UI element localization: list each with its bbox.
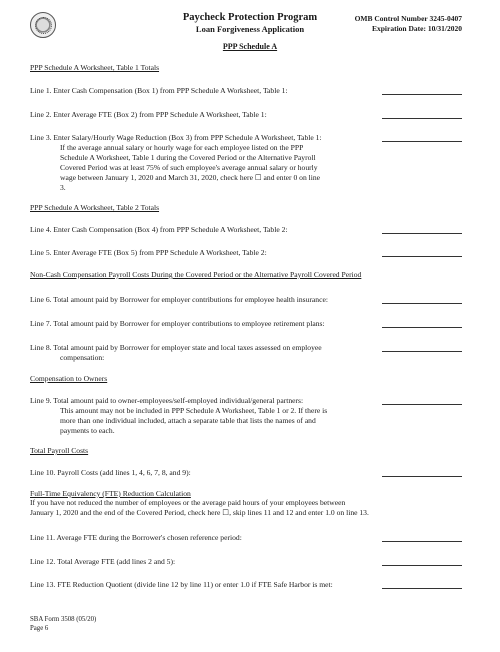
line-11-label: Line 11. Average FTE during the Borrower's chosen reference period: bbox=[30, 533, 242, 542]
line-9-text: payments to each. bbox=[60, 426, 115, 435]
line-2-label: Line 2. Enter Average FTE (Box 2) from PPP Schedule A Worksheet, Table 1: bbox=[30, 110, 267, 119]
line-8-text: compensation: bbox=[60, 353, 105, 362]
line-7-field[interactable] bbox=[382, 327, 462, 328]
line-3-text: Schedule A Worksheet, Table 1 during the Covered Period or the Alternative Payroll bbox=[60, 153, 316, 162]
section-total-payroll: Total Payroll Costs bbox=[30, 446, 89, 455]
line-11-field[interactable] bbox=[382, 541, 462, 542]
line-12-field[interactable] bbox=[382, 565, 462, 566]
line-13-label: Line 13. FTE Reduction Quotient (divide line 12 by line 11) or enter 1.0 if FTE Safe Harbor is met: bbox=[30, 580, 333, 589]
line-4-label: Line 4. Enter Cash Compensation (Box 4) from PPP Schedule A Worksheet, Table 2: bbox=[30, 225, 288, 234]
program-title: Paycheck Protection Program bbox=[182, 12, 318, 23]
application-subtitle: Loan Forgiveness Application bbox=[195, 24, 305, 34]
section-noncash-compensation: Non-Cash Compensation Payroll Costs During the Covered Period or the Alternative Payroll Covered Period bbox=[30, 270, 362, 279]
section-compensation-owners: Compensation to Owners bbox=[30, 374, 108, 383]
line-9-text: Line 9. Total amount paid to owner-employees/self-employed individual/general partners: bbox=[30, 396, 304, 405]
page-footer bbox=[30, 615, 96, 633]
line-8-field[interactable] bbox=[382, 351, 462, 352]
line-3-label bbox=[30, 133, 370, 193]
line-2-field[interactable] bbox=[382, 118, 462, 119]
line-9-label bbox=[30, 396, 370, 436]
form-number: SBA Form 3508 (05/20) bbox=[30, 616, 97, 623]
schedule-title: PPP Schedule A bbox=[222, 42, 278, 51]
line-6-label: Line 6. Total amount paid by Borrower for employer contributions for employee health insurance: bbox=[30, 295, 328, 304]
line-8-text: Line 8. Total amount paid by Borrower for employer state and local taxes assessed on employee bbox=[30, 343, 322, 352]
omb-control-number: OMB Control Number 3245-0407 bbox=[354, 14, 462, 23]
line-3-field[interactable] bbox=[382, 141, 462, 142]
section-fte-reduction: Full-Time Equivalency (FTE) Reduction Calculation bbox=[30, 489, 191, 498]
fte-checkbox-text[interactable]: January 1, 2020 and the end of the Covered Period, check here ☐, skip lines 11 and 12 and enter 1.0 on line 13. bbox=[30, 508, 369, 517]
line-1-label: Line 1. Enter Cash Compensation (Box 1) from PPP Schedule A Worksheet, Table 1: bbox=[30, 86, 288, 95]
fte-instructions bbox=[30, 498, 470, 518]
line-4-field[interactable] bbox=[382, 233, 462, 234]
line-9-text: This amount may not be included in PPP Schedule A Worksheet, Table 1 or 2. If there is bbox=[60, 406, 328, 415]
line-8-label bbox=[30, 343, 370, 363]
line-1-field[interactable] bbox=[382, 94, 462, 95]
line-10-field[interactable] bbox=[382, 476, 462, 477]
line-13-field[interactable] bbox=[382, 588, 462, 589]
line-3-text: 3. bbox=[60, 183, 66, 192]
line-12-label: Line 12. Total Average FTE (add lines 2 and 5): bbox=[30, 557, 176, 566]
line-9-field[interactable] bbox=[382, 404, 462, 405]
line-3-text: Line 3. Enter Salary/Hourly Wage Reduction (Box 3) from PPP Schedule A Worksheet, Table 1: bbox=[30, 133, 322, 142]
fte-instruction-text: If you have not reduced the number of employees or the average paid hours of your employees between bbox=[30, 498, 346, 507]
line-10-label: Line 10. Payroll Costs (add lines 1, 4, 6, 7, 8, and 9): bbox=[30, 468, 191, 477]
line-3-text: Covered Period was at least 75% of such employee's average annual salary or hourly bbox=[60, 163, 318, 172]
section-table1-totals: PPP Schedule A Worksheet, Table 1 Totals bbox=[30, 63, 160, 72]
section-table2-totals: PPP Schedule A Worksheet, Table 2 Totals bbox=[30, 203, 160, 212]
line-9-text: more than one individual included, attach a separate table that lists the names of and bbox=[60, 416, 316, 425]
line-5-field[interactable] bbox=[382, 256, 462, 257]
line-5-label: Line 5. Enter Average FTE (Box 5) from PPP Schedule A Worksheet, Table 2: bbox=[30, 248, 267, 257]
line-3-checkbox-text[interactable]: wage between January 1, 2020 and March 31, 2020, check here ☐ and enter 0 on line bbox=[60, 173, 321, 182]
line-6-field[interactable] bbox=[382, 303, 462, 304]
page-number: Page 6 bbox=[30, 625, 49, 632]
line-7-label: Line 7. Total amount paid by Borrower for employer contributions to employee retirement plans: bbox=[30, 319, 325, 328]
expiration-date: Expiration Date: 10/31/2020 bbox=[372, 24, 462, 33]
line-3-text: If the average annual salary or hourly wage for each employee listed on the PPP bbox=[60, 143, 304, 152]
